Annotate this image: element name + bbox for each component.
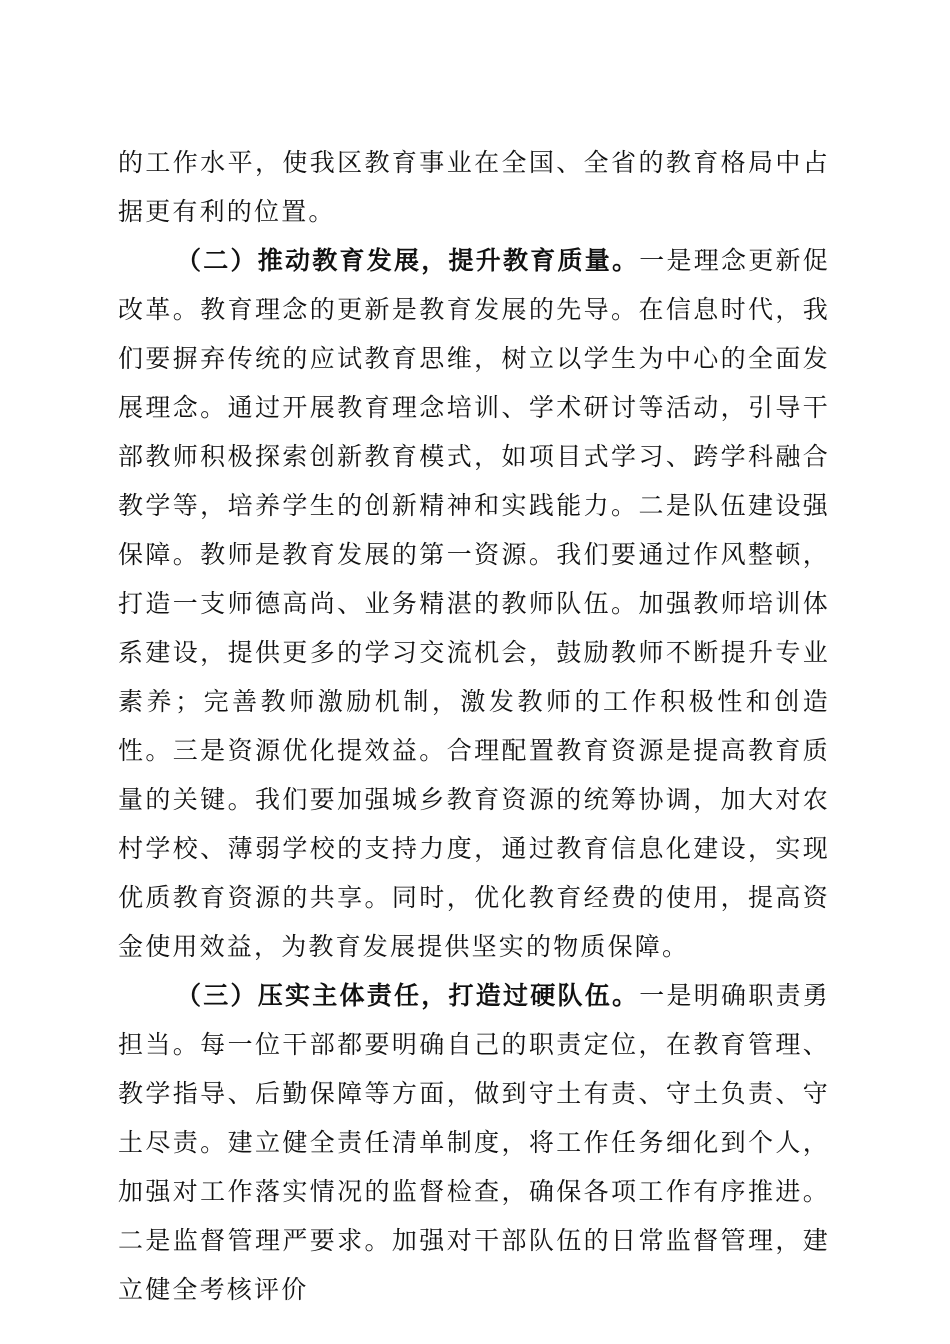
- section-heading: （二）推动教育发展，提升教育质量。: [176, 246, 640, 275]
- paragraph-section-2: [118, 236, 830, 971]
- paragraph-continuation: [118, 138, 830, 236]
- document-body: [118, 138, 830, 1314]
- section-heading: （三）压实主体责任，打造过硬队伍。: [176, 981, 640, 1010]
- paragraph-text: 的工作水平，使我区教育事业在全国、全省的教育格局中占据更有利的位置。: [118, 148, 830, 226]
- paragraph-text: 一是明确职责勇担当。每一位干部都要明确自己的职责定位，在教育管理、教学指导、后勤保障等方面，做到守土有责、守土负责、守土尽责。建立健全责任清单制度，将工作任务细化到个人，加强对工作落实情况的监督检查，确保各项工作有序推进。二是监督管理严要求。加强对干部队伍的日常监督管理，建立健全考核评价: [118, 981, 830, 1304]
- paragraph-section-3: [118, 971, 830, 1314]
- paragraph-text: 一是理念更新促改革。教育理念的更新是教育发展的先导。在信息时代，我们要摒弃传统的应试教育思维，树立以学生为中心的全面发展理念。通过开展教育理念培训、学术研讨等活动，引导干部教师积极探索创新教育模式，如项目式学习、跨学科融合教学等，培养学生的创新精神和实践能力。二是队伍建设强保障。教师是教育发展的第一资源。我们要通过作风整顿，打造一支师德高尚、业务精湛的教师队伍。加强教师培训体系建设，提供更多的学习交流机会，鼓励教师不断提升专业素养；完善教师激励机制，激发教师的工作积极性和创造性。三是资源优化提效益。合理配置教育资源是提高教育质量的关键。我们要加强城乡教育资源的统筹协调，加大对农村学校、薄弱学校的支持力度，通过教育信息化建设，实现优质教育资源的共享。同时，优化教育经费的使用，提高资金使用效益，为教育发展提供坚实的物质保障。: [118, 246, 830, 961]
